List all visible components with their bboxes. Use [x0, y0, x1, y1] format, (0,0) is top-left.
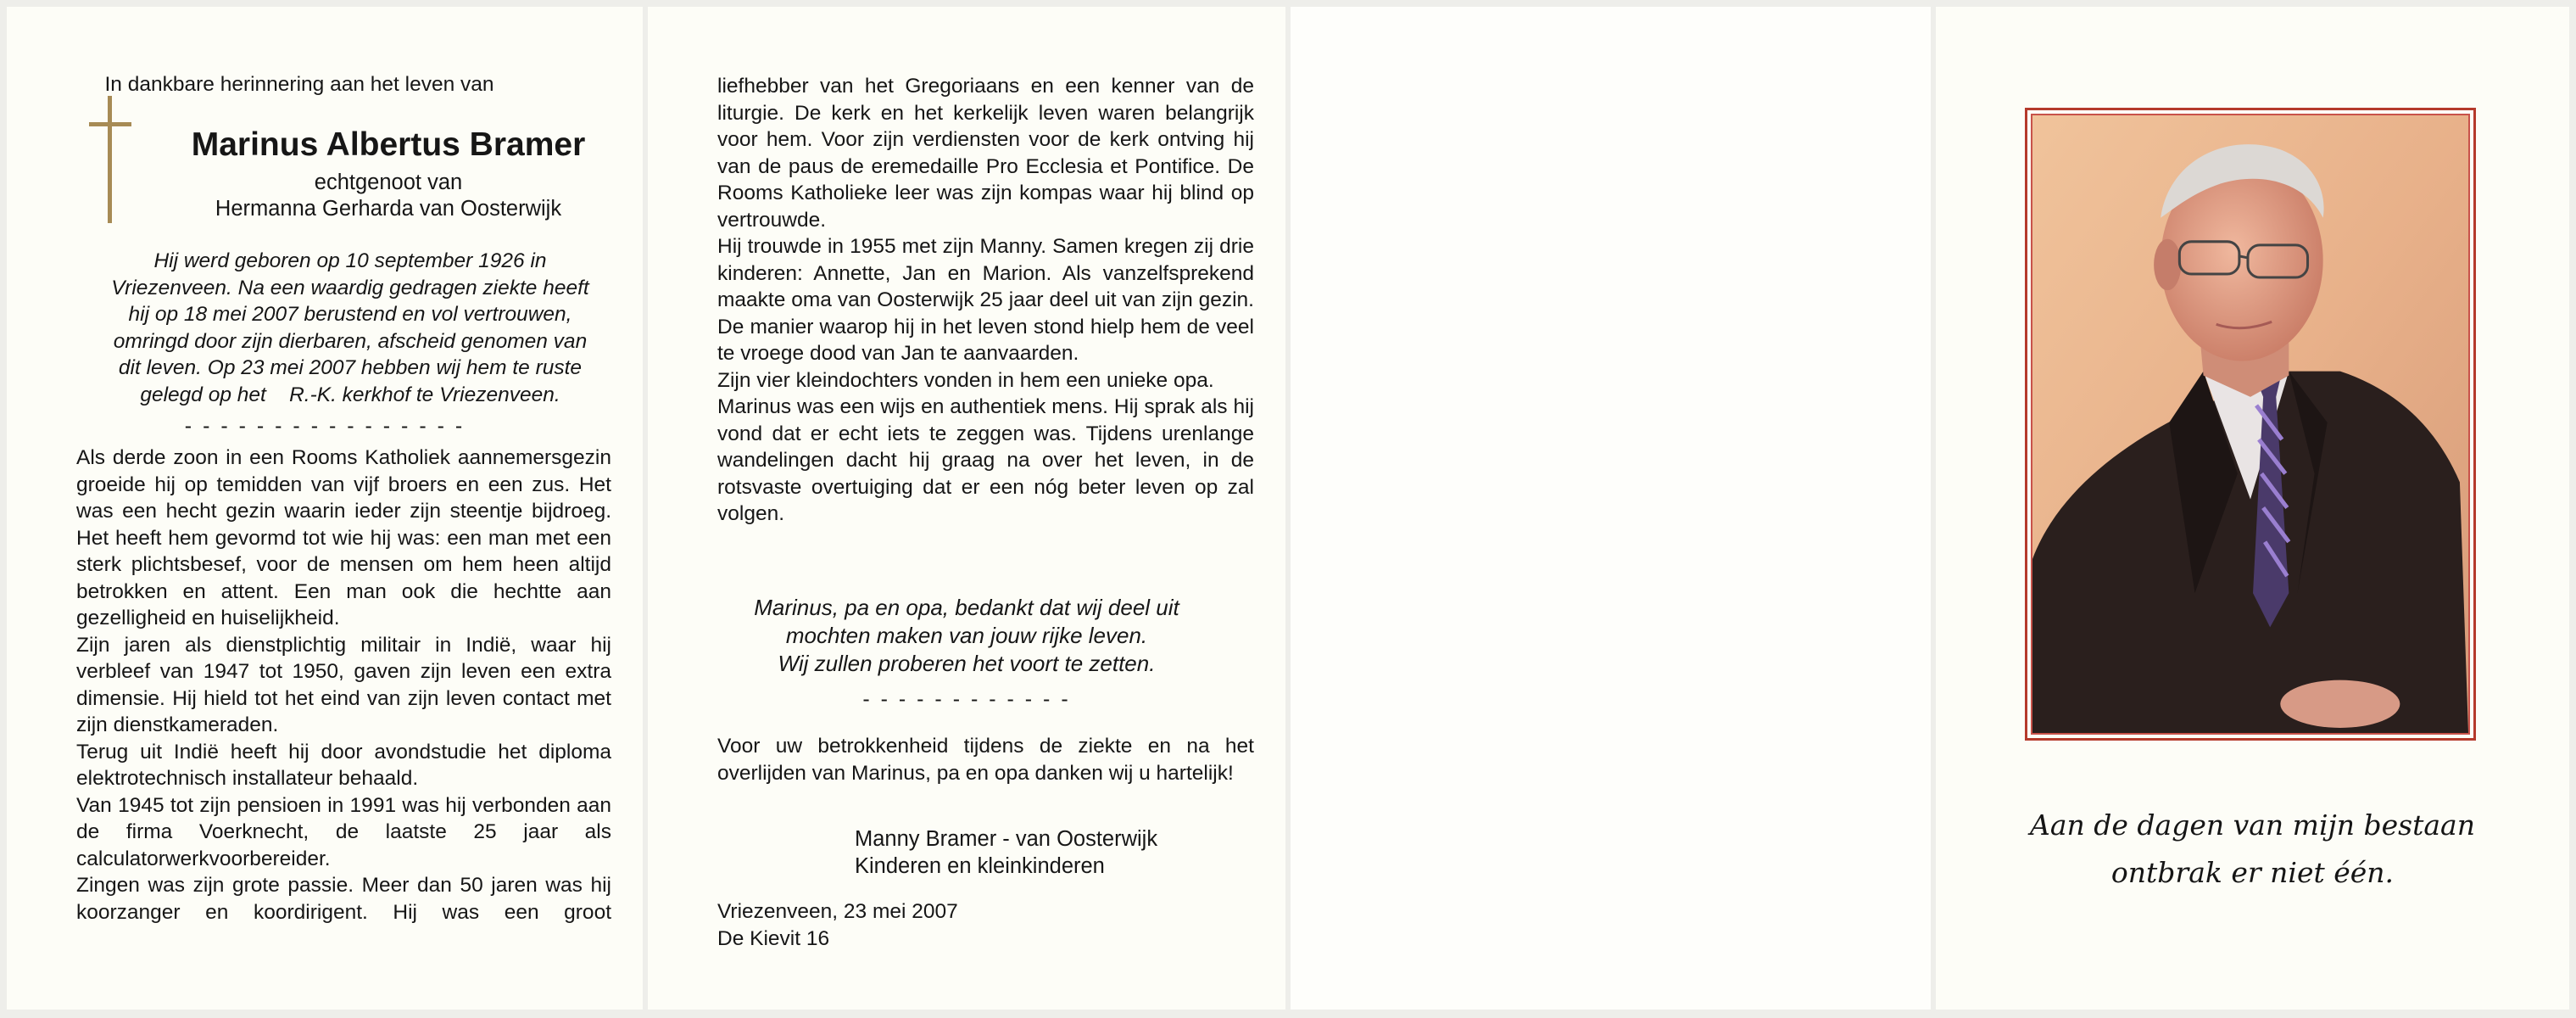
biography-paragraph: Marinus was een wijs en authentiek mens. Hij sprak als hij vond dat er echt iets te zeggen was. Tijdens urenlange wandelingen dacht hij graag na over het leven, in de rotsvaste overtuiging dat er een nóg beter leven op zal volgen.	[717, 395, 1254, 525]
quote-line: Aan de dagen van mijn bestaan	[2030, 808, 2475, 842]
biography-paragraph: Van 1945 tot zijn pensioen in 1991 was hij verbonden aan de firma Voerknecht, de laatste 25 jaar als calculatorwerkvoorbereider.	[76, 793, 611, 870]
farewell-verse	[648, 594, 1285, 678]
biography-paragraph: Als derde zoon in een Rooms Katholiek aannemersgezin groeide hij op temidden van vijf broers en een zus. Het was een hecht gezin waarin ieder zijn steentje bijdroeg. Het heeft hem gevormd tot wie hij was: een man met een sterk plichtsbesef, voor de mensen om hem heen altijd betrokken en attent. Een man ook die hechtte aan gezelligheid en huiselijkheid.	[76, 446, 611, 629]
quote-line: ontbrak er niet één.	[2110, 856, 2395, 889]
signature-block	[855, 826, 1253, 880]
thanks-paragraph: Voor uw betrokkenheid tijdens de ziekte en na het overlijden van Marinus, pa en opa danken wij u hartelijk!	[717, 735, 1254, 785]
notice-line: Vriezenveen. Na een waardig gedragen ziekte heeft	[111, 276, 589, 299]
cross-icon	[108, 96, 112, 223]
verse-line: mochten maken van jouw rijke leven.	[785, 623, 1148, 648]
biography-paragraph: Zijn jaren als dienstplichtig militair in Indië, waar hij verbleef van 1947 tot 1950, gaven zijn leven een extra dimensie. Hij hield tot het eind van zijn leven contact met zijn dienstkameraden.	[76, 633, 611, 736]
spouse-block	[168, 170, 609, 222]
intro-text: In dankbare herinnering aan het leven van	[104, 73, 494, 96]
signatory-family: Kinderen en kleinkinderen	[855, 853, 1105, 878]
biography-part2	[717, 73, 1254, 528]
card-panel-right	[1936, 7, 2569, 1010]
biography-paragraph: Zijn vier kleindochters vonden in hem een unieke opa.	[717, 368, 1214, 392]
cross-icon-beam	[89, 122, 131, 126]
place-date: Vriezenveen, 23 mei 2007	[717, 900, 958, 923]
biography-paragraph: Hij trouwde in 1955 met zijn Manny. Samen kregen zij drie kinderen: Annette, Jan en Marion. Als vanzelfsprekend maakte oma van Oosterwijk 25 jaar deel uit van zijn gezin. De manier waarop hij in het leven stond hielp hem de veel te vroege dood van Jan te aanvaarden.	[717, 235, 1254, 365]
thanks-text	[717, 733, 1254, 786]
portrait-photo	[2031, 114, 2470, 735]
divider: - - - - - - - - - - - -	[862, 687, 1071, 711]
birth-death-notice	[75, 248, 626, 408]
notice-line: omringd door zijn dierbaren, afscheid genomen van	[113, 329, 588, 353]
card-panel-blank	[1291, 7, 1931, 1010]
notice-line: hij op 18 mei 2007 berustend en vol vertrouwen,	[128, 303, 572, 326]
biography-paragraph: Zingen was zijn grote passie. Meer dan 50 jaren was hij koorzanger en koordirigent. Hij was een groot	[76, 874, 611, 924]
spouse-name: Hermanna Gerharda van Oosterwijk	[215, 197, 562, 221]
address: De Kievit 16	[717, 926, 830, 950]
place-date-block	[717, 898, 1226, 952]
biography-paragraph: liefhebber van het Gregoriaans en een kenner van de liturgie. De kerk en het kerkelijk leven waren belangrijk voor hem. Voor zijn verdiensten voor de kerk ontving hij van de paus de eremedaille Pro Ecclesia et Pontifice. De Rooms Katholieke leer was zijn kompas waar hij blind op vertrouwde.	[717, 75, 1254, 232]
deceased-name: Marinus Albertus Bramer	[191, 126, 586, 163]
signatory: Manny Bramer - van Oosterwijk	[855, 827, 1158, 851]
spouse-label: echtgenoot van	[314, 171, 463, 194]
portrait-image	[2032, 115, 2468, 733]
verse-line: Wij zullen proberen het voort te zetten.	[778, 651, 1156, 676]
portrait-frame	[2025, 108, 2476, 741]
biography-part1	[76, 445, 611, 926]
notice-line: gelegd op het R.-K. kerkhof te Vriezenveen.	[140, 383, 560, 406]
biography-paragraph: Terug uit Indië heeft hij door avondstudie het diploma elektrotechnisch installateur behaald.	[76, 740, 611, 790]
memorial-quote	[1936, 802, 2569, 897]
verse-line: Marinus, pa en opa, bedankt dat wij deel uit	[754, 595, 1179, 620]
divider: - - - - - - - - - - - - - - - -	[184, 414, 466, 438]
card-panel-middle	[648, 7, 1285, 1010]
notice-line: Hij werd geboren op 10 september 1926 in	[153, 249, 547, 272]
card-panel-left	[7, 7, 643, 1010]
notice-line: dit leven. Op 23 mei 2007 hebben wij hem te ruste	[118, 356, 583, 379]
